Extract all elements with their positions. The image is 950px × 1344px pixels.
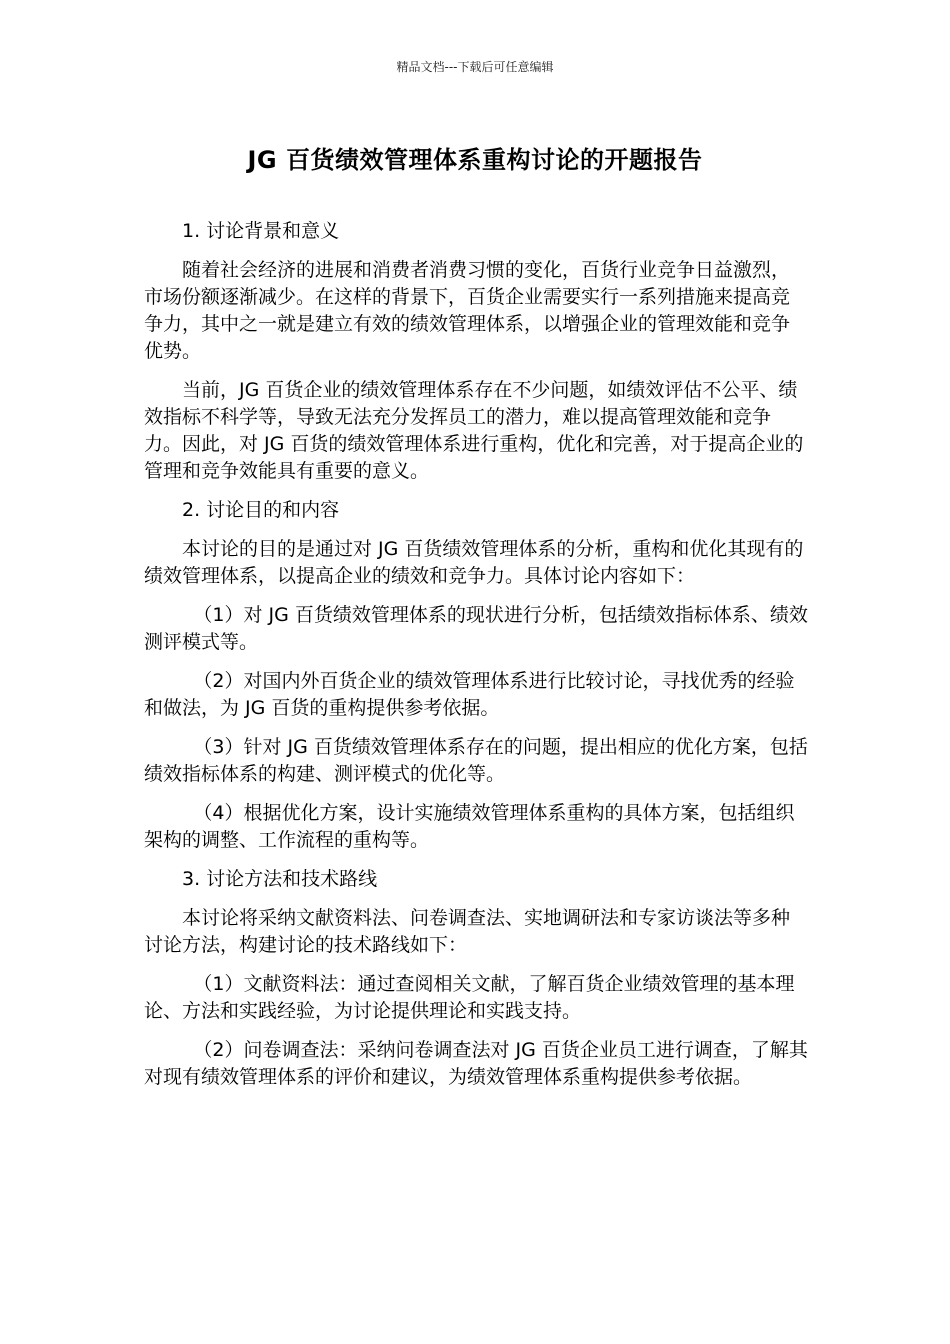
body-paragraph: 当前，JG 百货企业的绩效管理体系存在不少问题，如绩效评估不公平、绩效指标不科学等，导致无法充分发挥员工的潜力，难以提高管理效能和竞争力。因此，对 JG 百货的绩效管理体系进行重构，优化和完善，对于提高企业的管理和竞争效能具有重要的意义。 [144,379,804,482]
list-item: （4）根据优化方案，设计实施绩效管理体系重构的具体方案，包括组织架构的调整、工作流程的重构等。 [144,802,795,851]
page-header: 精品文档---下载后可任意编辑 [396,60,554,74]
body-paragraph: 随着社会经济的进展和消费者消费习惯的变化，百货行业竞争日益激烈，市场份额逐渐减少。在这样的背景下，百货企业需要实行一系列措施来提高竞争力，其中之一就是建立有效的绩效管理体系，以增强企业的管理效能和竞争优势。 [144,259,791,362]
body-paragraph: 本讨论的目的是通过对 JG 百货绩效管理体系的分析，重构和优化其现有的绩效管理体系，以提高企业的绩效和竞争力。具体讨论内容如下： [144,538,804,587]
section-heading-3: 3. 讨论方法和技术路线 [182,868,378,890]
list-item: （2）问卷调查法：采纳问卷调查法对 JG 百货企业员工进行调查，了解其对现有绩效管理体系的评价和建议，为绩效管理体系重构提供参考依据。 [144,1039,808,1088]
body-paragraph: 本讨论将采纳文献资料法、问卷调查法、实地调研法和专家访谈法等多种讨论方法，构建讨论的技术路线如下： [144,907,791,956]
document-title: JG 百货绩效管理体系重构讨论的开题报告 [247,146,703,174]
document-body [144,218,808,1103]
section-heading-2: 2. 讨论目的和内容 [182,499,340,521]
list-item: （3）针对 JG 百货绩效管理体系存在的问题，提出相应的优化方案，包括绩效指标体系的构建、测评模式的优化等。 [144,736,808,785]
section-heading-1: 1. 讨论背景和意义 [182,220,340,242]
list-item: （2）对国内外百货企业的绩效管理体系进行比较讨论，寻找优秀的经验和做法，为 JG 百货的重构提供参考依据。 [144,670,795,719]
list-item: （1）文献资料法：通过查阅相关文献，了解百货企业绩效管理的基本理论、方法和实践经验，为讨论提供理论和实践支持。 [144,973,795,1022]
list-item: （1）对 JG 百货绩效管理体系的现状进行分析，包括绩效指标体系、绩效测评模式等。 [144,604,808,653]
